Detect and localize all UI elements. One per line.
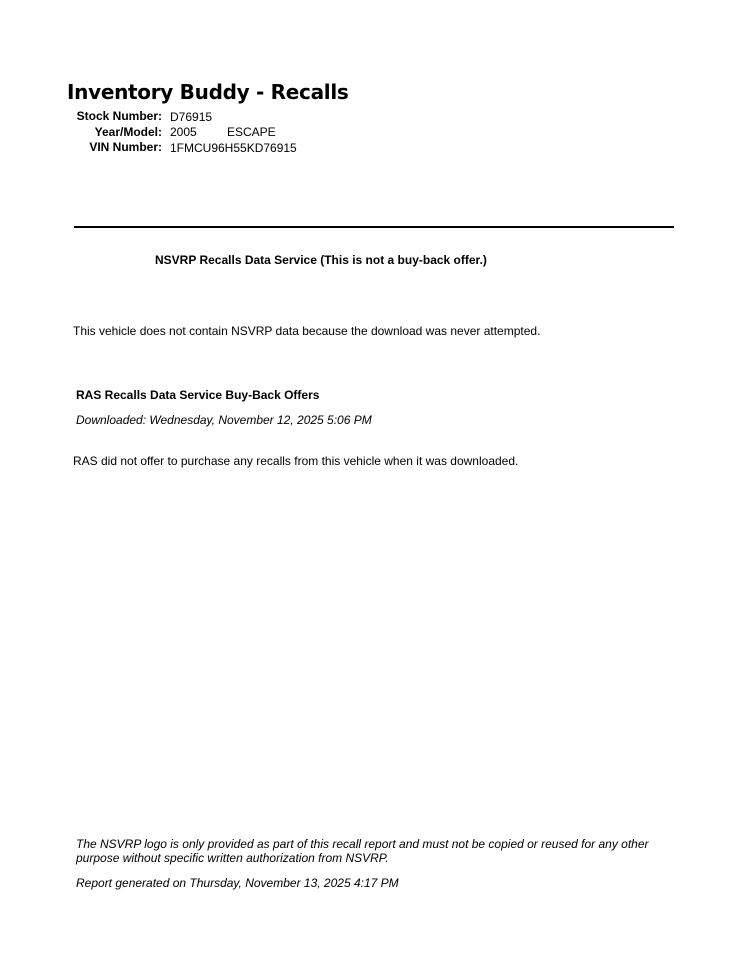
stock-number-label: Stock Number: (76, 109, 162, 123)
vin-number-label: VIN Number: (89, 140, 162, 154)
stock-number-value: D76915 (170, 110, 213, 124)
ras-message: RAS did not offer to purchase any recalls from this vehicle when it was downloaded. (73, 454, 519, 468)
nsvrp-message: This vehicle does not contain NSVRP data because the download was never attempted. (73, 324, 541, 338)
year-model-label: Year/Model: (94, 125, 162, 139)
nsvrp-heading: NSVRP Recalls Data Service (This is not a buy-back offer.) (155, 253, 487, 267)
ras-downloaded-timestamp: Downloaded: Wednesday, November 12, 2025 5:06 PM (76, 413, 372, 427)
ras-heading: RAS Recalls Data Service Buy-Back Offers (76, 388, 320, 402)
section-divider (74, 226, 674, 228)
report-generated-timestamp: Report generated on Thursday, November 13, 2025 4:17 PM (76, 876, 399, 890)
report-title: Inventory Buddy - Recalls (67, 80, 349, 104)
year-value: 2005 (170, 125, 197, 139)
model-value: ESCAPE (227, 125, 276, 139)
disclaimer-line-2: purpose without specific written authorization from NSVRP. (76, 851, 389, 865)
disclaimer-line-1: The NSVRP logo is only provided as part of this recall report and must not be copied or reused for any other (76, 837, 649, 851)
vin-number-value: 1FMCU96H55KD76915 (170, 141, 297, 155)
